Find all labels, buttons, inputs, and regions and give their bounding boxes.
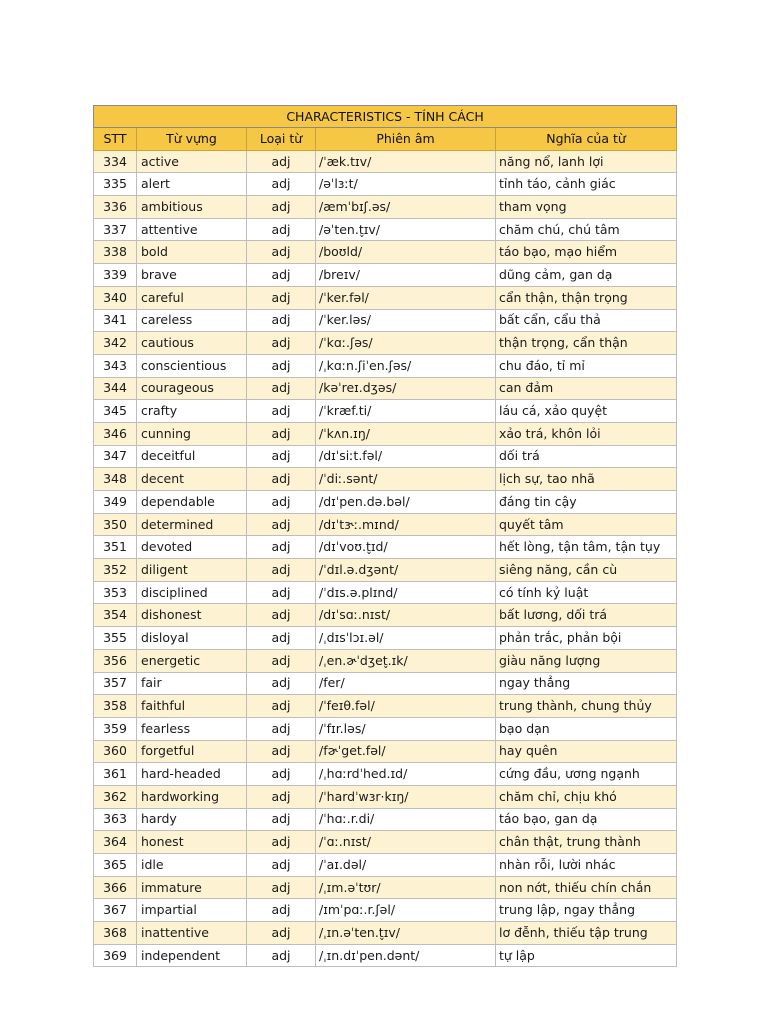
row-number: 342 — [94, 332, 137, 355]
pronunciation: /dɪˈtɝː.mɪnd/ — [316, 513, 496, 536]
meaning: dối trá — [496, 445, 677, 468]
meaning: xảo trá, khôn lỏi — [496, 422, 677, 445]
vocab-word: dishonest — [137, 604, 247, 627]
word-type: adj — [247, 536, 316, 559]
pronunciation: /dɪˈvoʊ.t̬ɪd/ — [316, 536, 496, 559]
table-row — [94, 445, 677, 468]
word-type: adj — [247, 513, 316, 536]
row-number: 364 — [94, 831, 137, 854]
vocab-word: brave — [137, 264, 247, 287]
header-word: Từ vựng — [137, 128, 247, 151]
word-type: adj — [247, 264, 316, 287]
meaning: có tính kỷ luật — [496, 581, 677, 604]
pronunciation: /ˈdɪl.ə.dʒənt/ — [316, 559, 496, 582]
meaning: ngay thẳng — [496, 672, 677, 695]
table-row — [94, 763, 677, 786]
pronunciation: /ˈhardˈwɜr·kɪŋ/ — [316, 785, 496, 808]
row-number: 358 — [94, 695, 137, 718]
meaning: chăm chỉ, chịu khó — [496, 785, 677, 808]
pronunciation: /ˈhɑː.r.di/ — [316, 808, 496, 831]
pronunciation: /dɪˈsiːt.fəl/ — [316, 445, 496, 468]
table-row — [94, 922, 677, 945]
meaning: bạo dạn — [496, 717, 677, 740]
pronunciation: /boʊld/ — [316, 241, 496, 264]
meaning: non nớt, thiếu chín chắn — [496, 876, 677, 899]
word-type: adj — [247, 672, 316, 695]
table-row — [94, 899, 677, 922]
pronunciation: /ˈfeɪθ.fəl/ — [316, 695, 496, 718]
table-row — [94, 309, 677, 332]
word-type: adj — [247, 491, 316, 514]
table-row — [94, 468, 677, 491]
vocab-word: honest — [137, 831, 247, 854]
meaning: trung lập, ngay thẳng — [496, 899, 677, 922]
vocab-word: hardworking — [137, 785, 247, 808]
row-number: 349 — [94, 491, 137, 514]
meaning: nhàn rỗi, lười nhác — [496, 854, 677, 877]
vocab-word: conscientious — [137, 354, 247, 377]
word-type: adj — [247, 922, 316, 945]
meaning: láu cá, xảo quyệt — [496, 400, 677, 423]
row-number: 354 — [94, 604, 137, 627]
table-row — [94, 944, 677, 967]
pronunciation: /ˌdɪsˈlɔɪ.əl/ — [316, 627, 496, 650]
vocab-word: bold — [137, 241, 247, 264]
vocab-word: fair — [137, 672, 247, 695]
table-row — [94, 672, 677, 695]
word-type: adj — [247, 740, 316, 763]
vocab-word: diligent — [137, 559, 247, 582]
header-meaning: Nghĩa của từ — [496, 128, 677, 151]
table-row — [94, 536, 677, 559]
pronunciation: /ˌɪn.əˈten.t̬ɪv/ — [316, 922, 496, 945]
word-type: adj — [247, 944, 316, 967]
table-row — [94, 513, 677, 536]
pronunciation: /ˈkɑː.ʃəs/ — [316, 332, 496, 355]
word-type: adj — [247, 581, 316, 604]
table-row — [94, 491, 677, 514]
meaning: bất cẩn, cẩu thả — [496, 309, 677, 332]
vocab-word: cautious — [137, 332, 247, 355]
meaning: quyết tâm — [496, 513, 677, 536]
vocab-word: disloyal — [137, 627, 247, 650]
vocab-word: inattentive — [137, 922, 247, 945]
pronunciation: /dɪˈpen.də.bəl/ — [316, 491, 496, 514]
vocab-word: courageous — [137, 377, 247, 400]
row-number: 353 — [94, 581, 137, 604]
row-number: 356 — [94, 649, 137, 672]
word-type: adj — [247, 649, 316, 672]
table-row — [94, 241, 677, 264]
row-number: 336 — [94, 196, 137, 219]
row-number: 369 — [94, 944, 137, 967]
row-number: 368 — [94, 922, 137, 945]
pronunciation: /ˌɪn.dɪˈpen.dənt/ — [316, 944, 496, 967]
word-type: adj — [247, 218, 316, 241]
row-number: 361 — [94, 763, 137, 786]
meaning: siêng năng, cần cù — [496, 559, 677, 582]
meaning: lơ đễnh, thiếu tập trung — [496, 922, 677, 945]
row-number: 345 — [94, 400, 137, 423]
pronunciation: /ˌɪm.əˈtʊr/ — [316, 876, 496, 899]
vocab-word: determined — [137, 513, 247, 536]
table-row — [94, 377, 677, 400]
word-type: adj — [247, 354, 316, 377]
meaning: dũng cảm, gan dạ — [496, 264, 677, 287]
pronunciation: /æmˈbɪʃ.əs/ — [316, 196, 496, 219]
vocab-word: deceitful — [137, 445, 247, 468]
table-row — [94, 400, 677, 423]
word-type: adj — [247, 559, 316, 582]
pronunciation: /fɚˈget.fəl/ — [316, 740, 496, 763]
vocab-word: ambitious — [137, 196, 247, 219]
word-type: adj — [247, 150, 316, 173]
vocab-word: immature — [137, 876, 247, 899]
row-number: 339 — [94, 264, 137, 287]
word-type: adj — [247, 422, 316, 445]
word-type: adj — [247, 876, 316, 899]
pronunciation: /ˈker.fəl/ — [316, 286, 496, 309]
vocab-word: impartial — [137, 899, 247, 922]
word-type: adj — [247, 377, 316, 400]
table-row — [94, 581, 677, 604]
vocab-word: careless — [137, 309, 247, 332]
meaning: táo bạo, gan dạ — [496, 808, 677, 831]
vocab-word: fearless — [137, 717, 247, 740]
word-type: adj — [247, 196, 316, 219]
table-row — [94, 196, 677, 219]
row-number: 346 — [94, 422, 137, 445]
pronunciation: /ˌhɑːrdˈhed.ɪd/ — [316, 763, 496, 786]
vocab-word: careful — [137, 286, 247, 309]
table-body — [94, 150, 677, 967]
word-type: adj — [247, 309, 316, 332]
meaning: phản trắc, phản bội — [496, 627, 677, 650]
pronunciation: /ˌen.ɚˈdʒet̬.ɪk/ — [316, 649, 496, 672]
meaning: táo bạo, mạo hiểm — [496, 241, 677, 264]
meaning: thận trọng, cẩn thận — [496, 332, 677, 355]
row-number: 348 — [94, 468, 137, 491]
pronunciation: /əˈlɜːt/ — [316, 173, 496, 196]
meaning: chu đáo, tỉ mỉ — [496, 354, 677, 377]
vocab-word: hardy — [137, 808, 247, 831]
table-row — [94, 808, 677, 831]
row-number: 362 — [94, 785, 137, 808]
vocab-word: cunning — [137, 422, 247, 445]
row-number: 334 — [94, 150, 137, 173]
vocab-word: disciplined — [137, 581, 247, 604]
row-number: 337 — [94, 218, 137, 241]
table-title: CHARACTERISTICS - TÍNH CÁCH — [94, 106, 677, 128]
vocab-word: active — [137, 150, 247, 173]
meaning: bất lương, dối trá — [496, 604, 677, 627]
table-row — [94, 218, 677, 241]
word-type: adj — [247, 604, 316, 627]
pronunciation: /kəˈreɪ.dʒəs/ — [316, 377, 496, 400]
row-number: 360 — [94, 740, 137, 763]
row-number: 366 — [94, 876, 137, 899]
vocab-word: crafty — [137, 400, 247, 423]
pronunciation: /breɪv/ — [316, 264, 496, 287]
table-row — [94, 264, 677, 287]
row-number: 365 — [94, 854, 137, 877]
word-type: adj — [247, 763, 316, 786]
row-number: 357 — [94, 672, 137, 695]
word-type: adj — [247, 717, 316, 740]
word-type: adj — [247, 400, 316, 423]
meaning: hay quên — [496, 740, 677, 763]
header-stt: STT — [94, 128, 137, 151]
table-row — [94, 332, 677, 355]
word-type: adj — [247, 241, 316, 264]
table-row — [94, 627, 677, 650]
vocab-word: dependable — [137, 491, 247, 514]
pronunciation: /ˌkɑːn.ʃiˈen.ʃəs/ — [316, 354, 496, 377]
word-type: adj — [247, 173, 316, 196]
table-row — [94, 695, 677, 718]
table-row — [94, 717, 677, 740]
vocab-word: faithful — [137, 695, 247, 718]
meaning: trung thành, chung thủy — [496, 695, 677, 718]
pronunciation: /ˈkʌn.ɪŋ/ — [316, 422, 496, 445]
table-row — [94, 173, 677, 196]
table-row — [94, 785, 677, 808]
pronunciation: /ɪmˈpɑː.r.ʃəl/ — [316, 899, 496, 922]
row-number: 344 — [94, 377, 137, 400]
pronunciation: /ˈdɪs.ə.plɪnd/ — [316, 581, 496, 604]
meaning: tỉnh táo, cảnh giác — [496, 173, 677, 196]
word-type: adj — [247, 854, 316, 877]
meaning: cứng đầu, ương ngạnh — [496, 763, 677, 786]
header-pronunciation: Phiên âm — [316, 128, 496, 151]
pronunciation: /ˈæk.tɪv/ — [316, 150, 496, 173]
meaning: hết lòng, tận tâm, tận tụy — [496, 536, 677, 559]
vocab-word: energetic — [137, 649, 247, 672]
table-row — [94, 422, 677, 445]
row-number: 338 — [94, 241, 137, 264]
meaning: chăm chú, chú tâm — [496, 218, 677, 241]
vocab-word: attentive — [137, 218, 247, 241]
vocab-word: hard-headed — [137, 763, 247, 786]
row-number: 335 — [94, 173, 137, 196]
table-header-row — [94, 128, 677, 151]
row-number: 347 — [94, 445, 137, 468]
row-number: 355 — [94, 627, 137, 650]
row-number: 363 — [94, 808, 137, 831]
word-type: adj — [247, 899, 316, 922]
vocabulary-table — [93, 105, 677, 967]
table-title-row — [94, 106, 677, 128]
header-word-type: Loại từ — [247, 128, 316, 151]
meaning: chân thật, trung thành — [496, 831, 677, 854]
meaning: giàu năng lượng — [496, 649, 677, 672]
pronunciation: /ˈfɪr.ləs/ — [316, 717, 496, 740]
word-type: adj — [247, 808, 316, 831]
row-number: 367 — [94, 899, 137, 922]
vocab-word: forgetful — [137, 740, 247, 763]
pronunciation: /dɪˈsɑː.nɪst/ — [316, 604, 496, 627]
vocab-word: devoted — [137, 536, 247, 559]
row-number: 352 — [94, 559, 137, 582]
pronunciation: /ˈdiː.sənt/ — [316, 468, 496, 491]
table-row — [94, 559, 677, 582]
vocab-word: independent — [137, 944, 247, 967]
table-row — [94, 649, 677, 672]
table-row — [94, 354, 677, 377]
meaning: cẩn thận, thận trọng — [496, 286, 677, 309]
word-type: adj — [247, 831, 316, 854]
table-row — [94, 604, 677, 627]
pronunciation: /əˈten.t̬ɪv/ — [316, 218, 496, 241]
row-number: 359 — [94, 717, 137, 740]
word-type: adj — [247, 445, 316, 468]
meaning: lịch sự, tao nhã — [496, 468, 677, 491]
meaning: năng nổ, lanh lợi — [496, 150, 677, 173]
table-row — [94, 150, 677, 173]
meaning: đáng tin cậy — [496, 491, 677, 514]
vocab-word: decent — [137, 468, 247, 491]
vocab-word: alert — [137, 173, 247, 196]
pronunciation: /ˈker.ləs/ — [316, 309, 496, 332]
pronunciation: /ˈɑː.nɪst/ — [316, 831, 496, 854]
table-row — [94, 876, 677, 899]
pronunciation: /ˈaɪ.dəl/ — [316, 854, 496, 877]
row-number: 341 — [94, 309, 137, 332]
meaning: tham vọng — [496, 196, 677, 219]
table-row — [94, 831, 677, 854]
meaning: can đảm — [496, 377, 677, 400]
pronunciation: /ˈkræf.ti/ — [316, 400, 496, 423]
row-number: 343 — [94, 354, 137, 377]
table-row — [94, 286, 677, 309]
word-type: adj — [247, 286, 316, 309]
meaning: tự lập — [496, 944, 677, 967]
word-type: adj — [247, 468, 316, 491]
word-type: adj — [247, 627, 316, 650]
pronunciation: /fer/ — [316, 672, 496, 695]
word-type: adj — [247, 332, 316, 355]
word-type: adj — [247, 785, 316, 808]
table-row — [94, 740, 677, 763]
row-number: 351 — [94, 536, 137, 559]
row-number: 350 — [94, 513, 137, 536]
vocab-word: idle — [137, 854, 247, 877]
word-type: adj — [247, 695, 316, 718]
table-row — [94, 854, 677, 877]
row-number: 340 — [94, 286, 137, 309]
